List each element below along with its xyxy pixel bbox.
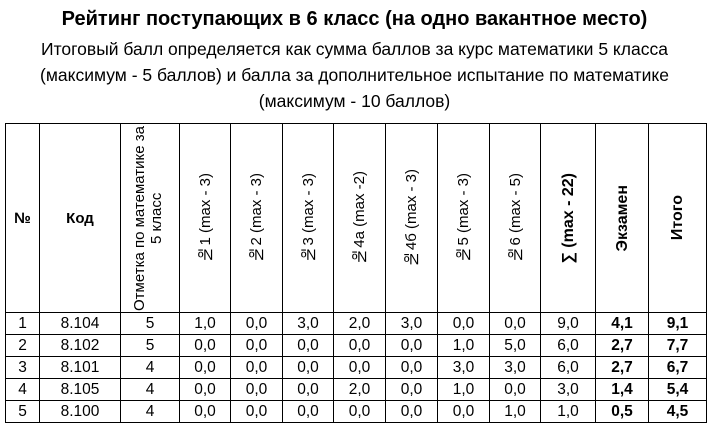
header-q2: №2 (max - 3): [231, 124, 283, 313]
cell-code: 8.104: [40, 313, 121, 335]
table-row: [6, 313, 707, 335]
cell-q4b: 3,0: [386, 313, 438, 335]
cell-num: 3: [6, 357, 40, 379]
cell-code: 8.105: [40, 379, 121, 401]
cell-q2: 0,0: [231, 313, 283, 335]
cell-grade: 4: [121, 357, 180, 379]
table-row: [6, 401, 707, 423]
cell-q6: 5,0: [490, 335, 541, 357]
header-q1: №1 (max - 3): [180, 124, 231, 313]
cell-sum: 6,0: [541, 357, 596, 379]
cell-q2: 0,0: [231, 401, 283, 423]
header-q3: №3 (max - 3): [283, 124, 334, 313]
cell-num: 2: [6, 335, 40, 357]
cell-q3: 0,0: [283, 357, 334, 379]
cell-q3: 0,0: [283, 401, 334, 423]
cell-q6: 0,0: [490, 313, 541, 335]
cell-num: 5: [6, 401, 40, 423]
page-subtitle: Итоговый балл определяется как сумма баллов за курс математики 5 класса (максимум - 5 баллов) и балла за дополнительное испытание по математике (максимум - 10 баллов): [40, 39, 669, 111]
cell-q3: 0,0: [283, 379, 334, 401]
table-header-row: [6, 124, 707, 313]
cell-q3: 0,0: [283, 335, 334, 357]
table-row: [6, 357, 707, 379]
cell-q6: 0,0: [490, 379, 541, 401]
cell-grade: 4: [121, 401, 180, 423]
cell-q4b: 0,0: [386, 401, 438, 423]
cell-q4b: 0,0: [386, 379, 438, 401]
table-row: [6, 379, 707, 401]
cell-total: 9,1: [649, 313, 707, 335]
cell-q5: 1,0: [438, 335, 490, 357]
cell-q5: 0,0: [438, 313, 490, 335]
cell-sum: 3,0: [541, 379, 596, 401]
header-sum: ∑ (max - 22): [541, 124, 596, 313]
header-grade: Отметка по математике за 5 класс: [121, 124, 180, 313]
cell-q1: 0,0: [180, 357, 231, 379]
header-q4a: №4а (max -2): [334, 124, 386, 313]
header-q5: №5 (max - 3): [438, 124, 490, 313]
cell-q1: 0,0: [180, 401, 231, 423]
cell-q6: 1,0: [490, 401, 541, 423]
cell-exam: 4,1: [596, 313, 649, 335]
cell-sum: 9,0: [541, 313, 596, 335]
cell-q3: 3,0: [283, 313, 334, 335]
cell-q6: 3,0: [490, 357, 541, 379]
cell-q1: 1,0: [180, 313, 231, 335]
cell-sum: 6,0: [541, 335, 596, 357]
cell-total: 6,7: [649, 357, 707, 379]
cell-code: 8.100: [40, 401, 121, 423]
cell-q2: 0,0: [231, 379, 283, 401]
cell-exam: 1,4: [596, 379, 649, 401]
cell-q1: 0,0: [180, 379, 231, 401]
cell-q2: 0,0: [231, 335, 283, 357]
cell-q2: 0,0: [231, 357, 283, 379]
cell-grade: 5: [121, 335, 180, 357]
cell-q4b: 0,0: [386, 335, 438, 357]
table-row: [6, 335, 707, 357]
cell-sum: 1,0: [541, 401, 596, 423]
cell-q5: 3,0: [438, 357, 490, 379]
cell-code: 8.101: [40, 357, 121, 379]
cell-q4a: 0,0: [334, 357, 386, 379]
header-q6: №6 (max - 5): [490, 124, 541, 313]
cell-num: 4: [6, 379, 40, 401]
header-q4b: №4б (max - 3): [386, 124, 438, 313]
cell-total: 4,5: [649, 401, 707, 423]
cell-code: 8.102: [40, 335, 121, 357]
rating-table: [5, 123, 707, 423]
cell-q4a: 2,0: [334, 379, 386, 401]
cell-exam: 0,5: [596, 401, 649, 423]
cell-total: 7,7: [649, 335, 707, 357]
cell-q1: 0,0: [180, 335, 231, 357]
cell-q4a: 0,0: [334, 401, 386, 423]
cell-exam: 2,7: [596, 335, 649, 357]
cell-q4b: 0,0: [386, 357, 438, 379]
cell-q4a: 0,0: [334, 335, 386, 357]
cell-q5: 1,0: [438, 379, 490, 401]
cell-exam: 2,7: [596, 357, 649, 379]
cell-q4a: 2,0: [334, 313, 386, 335]
page-title: Рейтинг поступающих в 6 класс (на одно вакантное место): [61, 8, 648, 30]
cell-q5: 0,0: [438, 401, 490, 423]
cell-grade: 4: [121, 379, 180, 401]
header-total: Итого: [649, 124, 707, 313]
cell-num: 1: [6, 313, 40, 335]
header-exam: Экзамен: [596, 124, 649, 313]
cell-total: 5,4: [649, 379, 707, 401]
cell-grade: 5: [121, 313, 180, 335]
header-num: №: [6, 124, 40, 313]
header-code: Код: [40, 124, 121, 313]
